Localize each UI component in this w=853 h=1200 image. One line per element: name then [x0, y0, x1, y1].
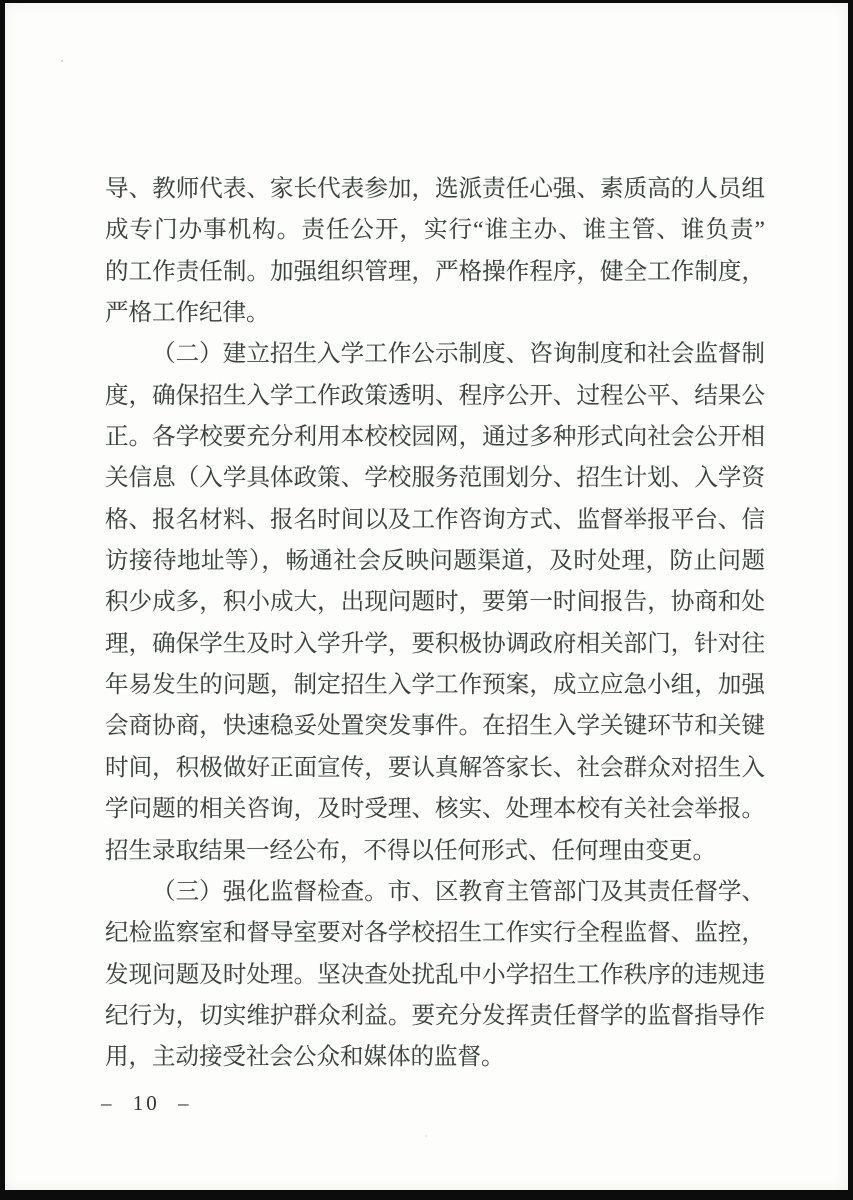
text-line: 学问题的相关咨询，及时受理、核实、处理本校有关社会举报。 — [105, 796, 765, 823]
text-line: 会商协商，快速稳妥处置突发事件。在招生入学关键环节和关键 — [105, 713, 765, 740]
document-page — [5, 3, 848, 1190]
text-line: 积少成多，积小成大，出现问题时，要第一时间报告，协商和处 — [105, 589, 765, 616]
text-line: 访接待地址等），畅通社会反映问题渠道，及时处理，防止问题 — [105, 548, 765, 575]
text-line: 度，确保招生入学工作政策透明、程序公开、过程公平、结果公 — [105, 382, 765, 409]
text-line: 理，确保学生及时入学升学，要积极协调政府相关部门，针对往 — [105, 630, 765, 657]
text-line: 纪行为，切实维护群众利益。要充分发挥责任督学的监督指导作 — [105, 1002, 765, 1029]
text-line: （二）建立招生入学工作公示制度、咨询制度和社会监督制 — [152, 341, 765, 368]
text-line: 的工作责任制。加强组织管理，严格操作程序，健全工作制度， — [105, 258, 765, 285]
text-line: 严格工作纪律。 — [105, 300, 270, 327]
text-line: 时间，积极做好正面宣传，要认真解答家长、社会群众对招生入 — [105, 754, 765, 781]
text-line: 纪检监察室和督导室要对各学校招生工作实行全程监督、监控， — [105, 920, 765, 947]
scan-speck — [705, 255, 707, 257]
scan-speck — [425, 1135, 427, 1137]
text-line: （三）强化监督检查。市、区教育主管部门及其责任督学、 — [152, 878, 765, 905]
text-line: 格、报名材料、报名时间以及工作咨询方式、监督举报平台、信 — [105, 506, 765, 533]
document-body-text — [105, 169, 765, 1079]
text-line: 关信息（入学具体政策、学校服务范围划分、招生计划、入学资 — [105, 465, 765, 492]
text-line: 成专门办事机构。责任公开，实行“谁主办、谁主管、谁负责” — [105, 217, 765, 244]
text-line: 用，主动接受社会公众和媒体的监督。 — [105, 1044, 505, 1071]
text-line: 年易发生的问题，制定招生入学工作预案，成立应急小组，加强 — [105, 672, 765, 699]
text-line: 发现问题及时处理。坚决查处扰乱中小学招生工作秩序的违规违 — [105, 961, 765, 988]
text-line: 招生录取结果一经公布，不得以任何形式、任何理由变更。 — [105, 837, 716, 864]
page-number: – 10 – — [101, 1091, 192, 1115]
scan-speck — [61, 60, 63, 62]
text-line: 导、教师代表、家长代表参加，选派责任心强、素质高的人员组 — [105, 176, 765, 202]
text-line: 正。各学校要充分利用本校校园网，通过多种形式向社会公开相 — [105, 424, 765, 451]
